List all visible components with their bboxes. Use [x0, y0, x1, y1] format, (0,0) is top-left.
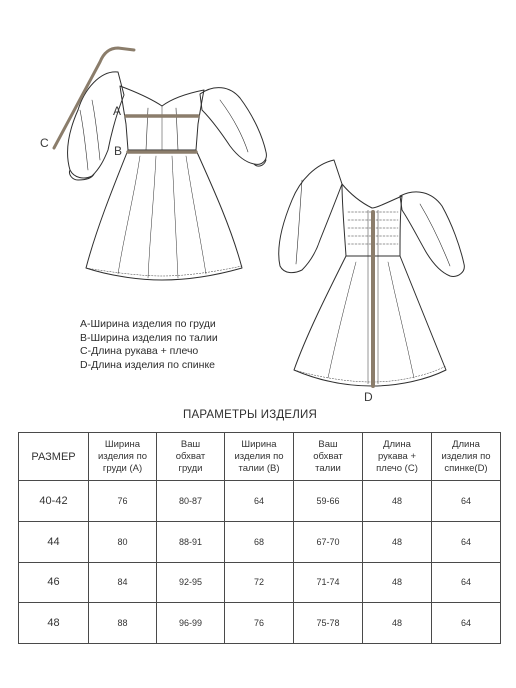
table-cell: 48: [363, 481, 432, 522]
cell-size: 44: [19, 521, 89, 562]
header-chest-width: Ширина изделия по груди (А): [89, 433, 157, 481]
table-cell: 68: [225, 521, 294, 562]
label-d: D: [364, 390, 373, 404]
measurement-legend: [80, 318, 218, 372]
table-cell: 48: [363, 521, 432, 562]
table-row: [19, 481, 501, 522]
header-your-chest: Ваш обхват груди: [157, 433, 225, 481]
header-sleeve-length: Длина рукава + плечо (С): [363, 433, 432, 481]
legend-item: B-Ширина изделия по талии: [80, 331, 218, 344]
table-cell: 64: [432, 562, 501, 603]
table-cell: 76: [225, 603, 294, 644]
table-cell: 59-66: [294, 481, 363, 522]
table-title: ПАРАМЕТРЫ ИЗДЕЛИЯ: [182, 409, 318, 421]
table-cell: 80: [89, 521, 157, 562]
table-cell: 75-78: [294, 603, 363, 644]
table-row: [19, 603, 501, 644]
table-cell: 64: [432, 481, 501, 522]
legend-item: A-Ширина изделия по груди: [80, 318, 216, 330]
front-dress-drawing: [68, 72, 267, 280]
cell-size: 46: [19, 562, 89, 603]
size-table: [18, 432, 501, 644]
label-b: B: [114, 144, 123, 158]
table-cell: 76: [89, 481, 157, 522]
header-size: РАЗМЕР: [19, 433, 89, 481]
legend-item: D-Длина изделия по спинке: [80, 358, 215, 371]
table-cell: 92-95: [157, 562, 225, 603]
cell-size: 48: [19, 603, 89, 644]
table-cell: 64: [432, 521, 501, 562]
cell-size: 40-42: [19, 481, 89, 522]
header-back-length: Длина изделия по спинке(D): [432, 433, 501, 481]
label-a: A: [113, 104, 122, 118]
table-cell: 96-99: [157, 603, 225, 644]
table-header-row: [19, 433, 501, 481]
table-cell: 84: [89, 562, 157, 603]
label-c: C: [40, 136, 49, 150]
table-cell: 88-91: [157, 521, 225, 562]
table-cell: 88: [89, 603, 157, 644]
header-your-waist: Ваш обхват талии: [294, 433, 363, 481]
table-cell: 64: [225, 481, 294, 522]
header-waist-width: Ширина изделия по талии (В): [225, 433, 294, 481]
table-cell: 80-87: [157, 481, 225, 522]
table-cell: 67-70: [294, 521, 363, 562]
table-row: [19, 562, 501, 603]
table-cell: 48: [363, 603, 432, 644]
table-cell: 71-74: [294, 562, 363, 603]
table-cell: 64: [432, 603, 501, 644]
table-row: [19, 521, 501, 562]
table-cell: 72: [225, 562, 294, 603]
table-cell: 48: [363, 562, 432, 603]
legend-item: C-Длина рукава + плечо: [80, 345, 199, 357]
